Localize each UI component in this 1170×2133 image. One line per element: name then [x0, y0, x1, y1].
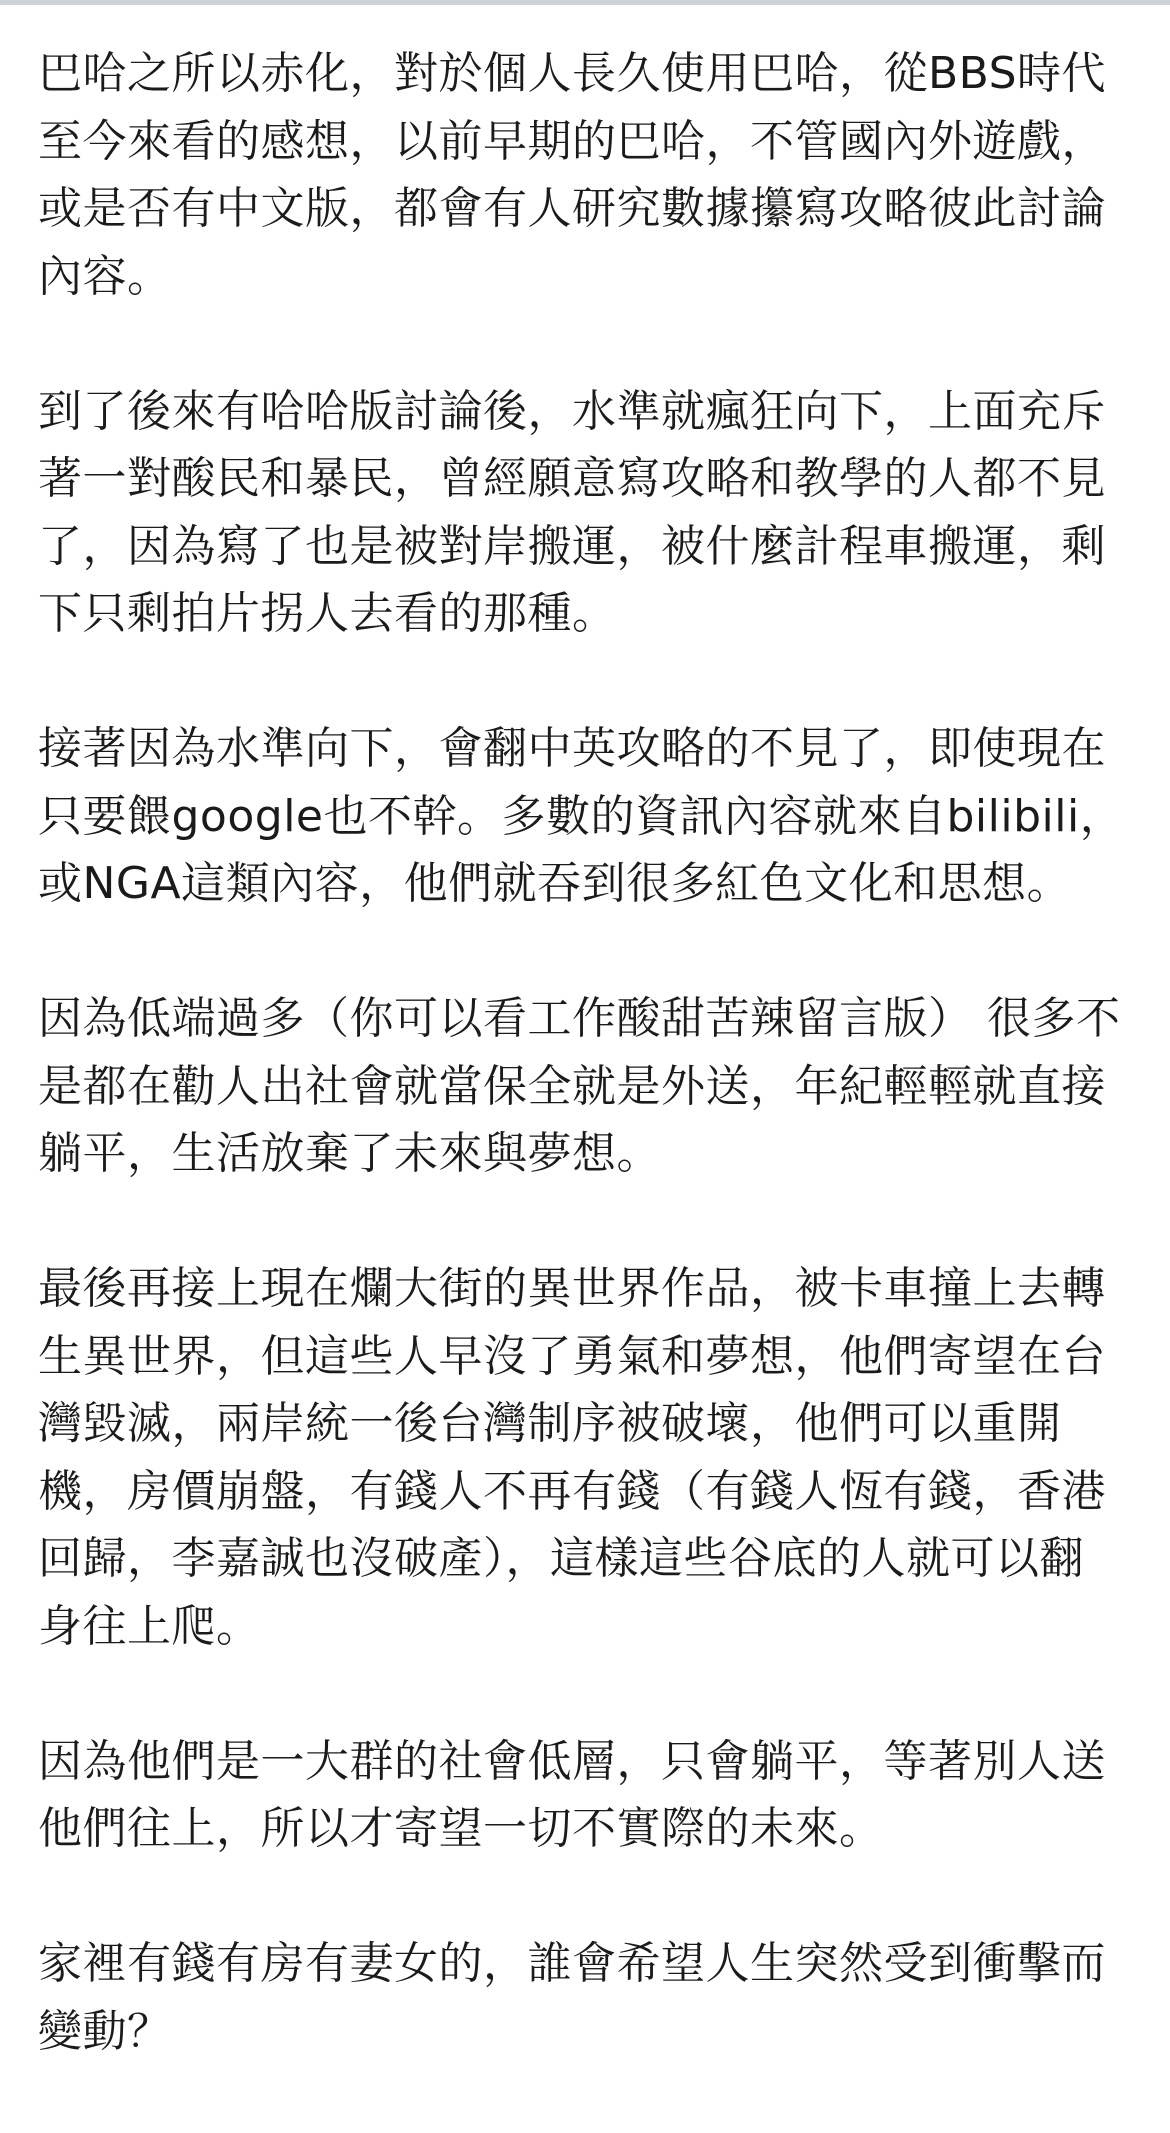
text-line: 身往上爬。 — [38, 1600, 261, 1652]
paragraph-4 — [38, 985, 1138, 1188]
paragraph-1 — [38, 40, 1138, 310]
text-line: 躺平，生活放棄了未來與夢想。 — [38, 1128, 661, 1179]
post-body — [38, 40, 1138, 2133]
paragraph-2 — [38, 378, 1138, 648]
paragraph-5 — [38, 1255, 1138, 1660]
text-line: 是都在勸人出社會就當保全就是外送，年紀輕輕就直接 — [38, 1060, 1106, 1112]
text-line: 巴哈之所以赤化，對於個人長久使用巴哈，從BBS時代 — [38, 48, 1107, 99]
text-line: 他們往上，所以才寄望一切不實際的未來。 — [38, 1803, 884, 1854]
paragraph-7 — [38, 1930, 1138, 2065]
text-line: 生異世界，但這些人早沒了勇氣和夢想，他們寄望在台 — [38, 1330, 1106, 1382]
text-line: 家裡有錢有房有妻女的，誰會希望人生突然受到衝擊而 — [38, 1938, 1106, 1989]
text-line: 到了後來有哈哈版討論後，水準就瘋狂向下，上面充斥 — [38, 385, 1106, 437]
text-line: 因為低端過多（你可以看工作酸甜苦辣留言版） 很多不 — [38, 993, 1121, 1044]
top-divider — [0, 0, 1170, 5]
text-line: 灣毀滅，兩岸統一後台灣制序被破壞，他們可以重開 — [38, 1398, 1062, 1449]
text-line: 最後再接上現在爛大街的異世界作品，被卡車撞上去轉 — [38, 1263, 1106, 1314]
text-line: 機，房價崩盤，有錢人不再有錢（有錢人恆有錢，香港 — [38, 1465, 1106, 1517]
paragraph-6 — [38, 1728, 1138, 1863]
text-line: 著一對酸民和暴民，曾經願意寫攻略和教學的人都不見 — [38, 453, 1106, 504]
text-line: 變動？ — [38, 2005, 172, 2057]
text-line: 至今來看的感想，以前早期的巴哈，不管國內外遊戲， — [38, 115, 1106, 167]
paragraph-3 — [38, 715, 1138, 918]
text-line: 只要餵google也不幹。多數的資訊內容就來自bilibili， — [38, 790, 1125, 842]
text-line: 了，因為寫了也是被對岸搬運，被什麼計程車搬運，剩 — [38, 520, 1106, 572]
text-line: 下只剩拍片拐人去看的那種。 — [38, 588, 617, 639]
text-line: 因為他們是一大群的社會低層，只會躺平，等著別人送 — [38, 1735, 1106, 1787]
text-line: 或NGA這類內容，他們就吞到很多紅色文化和思想。 — [38, 858, 1072, 909]
text-line: 內容。 — [38, 250, 172, 302]
text-line: 回歸，李嘉誠也沒破產），這樣這些谷底的人就可以翻 — [38, 1533, 1084, 1584]
text-line: 接著因為水準向下，會翻中英攻略的不見了，即使現在 — [38, 723, 1106, 774]
text-line: 或是否有中文版，都會有人研究數據攥寫攻略彼此討論 — [38, 183, 1106, 234]
